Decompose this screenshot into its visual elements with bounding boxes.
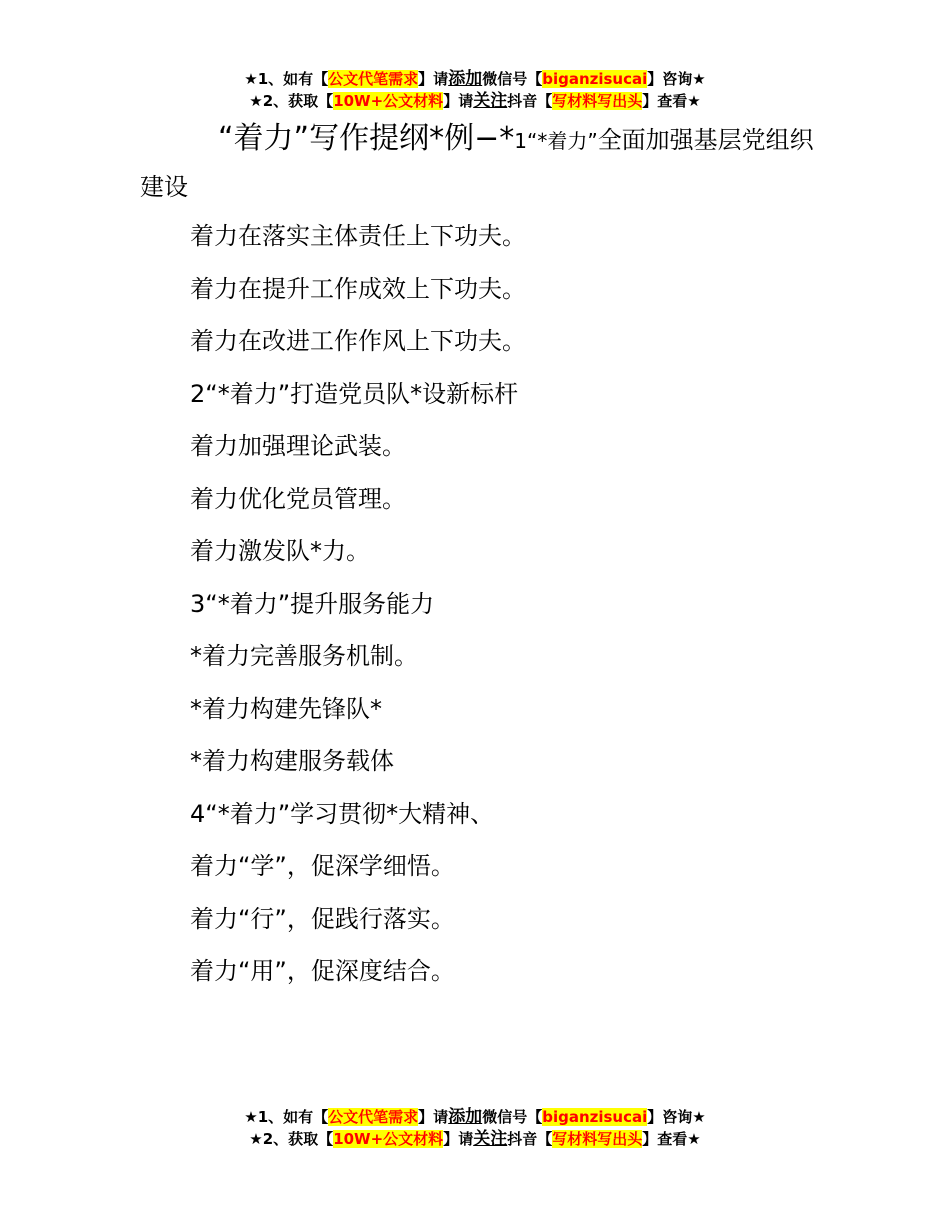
title-rest: 全面加强基层党组织建设: [140, 126, 814, 201]
banner-text: 抖音【: [507, 1130, 553, 1148]
banner-line-2: [0, 90, 950, 112]
paragraph: 着力激发队*力。: [190, 537, 370, 565]
banner-text: ★1、如有【: [244, 1108, 329, 1126]
paragraph: *着力构建服务载体: [190, 747, 394, 775]
banner-highlight: 10W+公文材料: [333, 92, 444, 110]
banner-text: 】咨询★: [647, 70, 706, 88]
section-heading: 2“*着力”打造党员队*设新标杆: [190, 379, 519, 408]
banner-text: 抖音【: [507, 92, 553, 110]
banner-highlight: 公文代笔需求: [328, 1108, 419, 1126]
paragraph: *着力构建先锋队*: [190, 694, 382, 723]
banner-emphasis: 关注: [473, 1129, 508, 1149]
document-body: [190, 210, 890, 998]
banner-highlight: biganzisucai: [542, 1108, 648, 1126]
paragraph: 着力“学”，促深学细悟。: [190, 852, 455, 880]
banner-text: ★2、获取【: [249, 1130, 334, 1148]
banner-line-1: [0, 68, 950, 90]
title-main: “着力”写作提纲*例−*: [218, 121, 515, 156]
banner-text: 】查看★: [642, 92, 701, 110]
banner-emphasis: 关注: [473, 91, 508, 111]
paragraph: *着力完善服务机制。: [190, 642, 418, 670]
banner-text: 】查看★: [642, 1130, 701, 1148]
banner-highlight: 公文代笔需求: [328, 70, 419, 88]
banner-text: 】咨询★: [647, 1108, 706, 1126]
section-heading: 4“*着力”学习贯彻*大精神、: [190, 799, 495, 828]
footer-banner: [0, 1106, 950, 1150]
banner-text: 】请: [418, 1108, 449, 1126]
banner-highlight: biganzisucai: [542, 70, 648, 88]
banner-line-2: [0, 1128, 950, 1150]
banner-highlight: 写材料写出头: [552, 1130, 643, 1148]
paragraph: 着力在落实主体责任上下功夫。: [190, 222, 526, 250]
banner-text: 微信号【: [482, 1108, 543, 1126]
banner-emphasis: 添加: [448, 1107, 483, 1127]
banner-highlight: 10W+公文材料: [333, 1130, 444, 1148]
banner-line-1: [0, 1106, 950, 1128]
section-heading: 3“*着力”提升服务能力: [190, 589, 435, 618]
banner-text: ★2、获取【: [249, 92, 334, 110]
paragraph: 着力加强理论武装。: [190, 432, 406, 460]
banner-highlight: 写材料写出头: [552, 92, 643, 110]
paragraph: 着力在改进工作作风上下功夫。: [190, 327, 526, 355]
paragraph: 着力优化党员管理。: [190, 484, 406, 513]
paragraph: 着力“用”，促深度结合。: [190, 957, 455, 985]
banner-text: 】请: [418, 70, 449, 88]
banner-text: 微信号【: [482, 70, 543, 88]
paragraph: 着力在提升工作成效上下功夫。: [190, 274, 526, 303]
document-title: [140, 116, 830, 210]
banner-text: 】请: [443, 92, 474, 110]
title-number: 1“*着力”: [514, 129, 598, 153]
header-banner: [0, 68, 950, 112]
banner-emphasis: 添加: [448, 69, 483, 89]
banner-text: ★1、如有【: [244, 70, 329, 88]
banner-text: 】请: [443, 1130, 474, 1148]
paragraph: 着力“行”，促践行落实。: [190, 904, 455, 933]
